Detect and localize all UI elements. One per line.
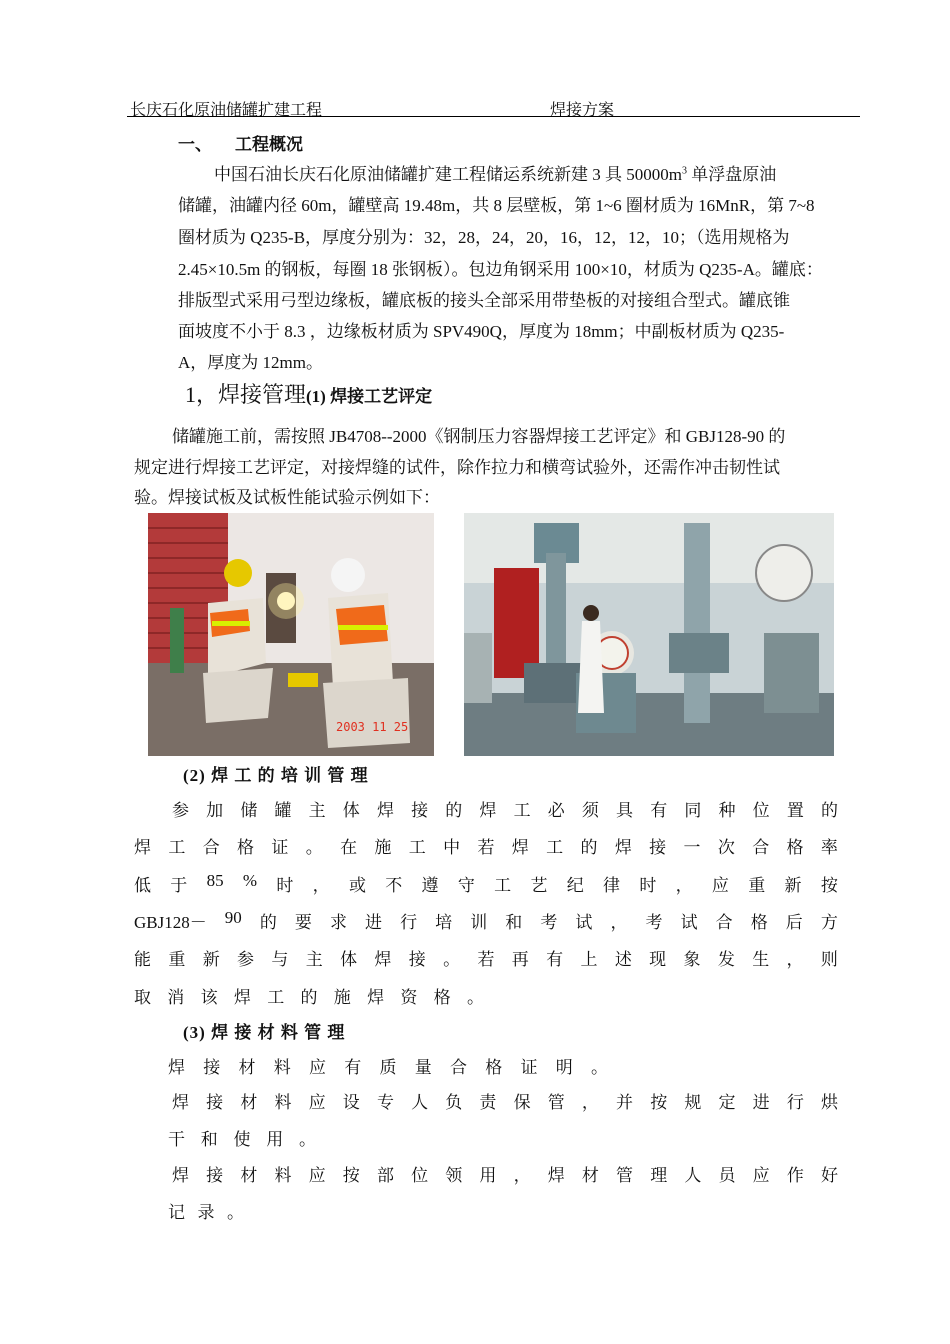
section2-heading-sub: (1) 焊接工艺评定 (306, 387, 433, 406)
text-char: 格 (237, 838, 255, 857)
section4-line (172, 1161, 838, 1186)
text-char: 加 (206, 801, 224, 820)
superscript-3: 3 (681, 165, 687, 177)
text-char: 参 (172, 801, 189, 820)
text-char: 必 (547, 801, 565, 820)
text-char: 训 (470, 913, 488, 932)
section1-paragraph-line: 圈材质为 Q235-B，厚度分别为：32，28，24，20，16，12，12，10；（选用规格为 (178, 228, 790, 247)
text-char: 的 (300, 988, 318, 1007)
text-char: 接 (206, 1166, 224, 1185)
text-char: 守 (457, 876, 475, 895)
text-char: 试 (575, 913, 593, 932)
text-char: 率 (820, 838, 838, 857)
text-char: 重 (168, 950, 186, 969)
text-char: 的 (259, 913, 277, 932)
text-char: 管 (547, 1093, 565, 1112)
text-char: 不 (385, 876, 403, 895)
text-char: 。 (305, 838, 323, 857)
text-char: 录 (197, 1203, 215, 1222)
text-char: 证 (271, 838, 289, 857)
text-char: 施 (333, 988, 351, 1007)
text-char: 储 (240, 801, 258, 820)
text-char: 焊 (172, 1166, 189, 1185)
text-char: 质 (379, 1058, 397, 1077)
text-char: 量 (414, 1058, 432, 1077)
text-char: ， (581, 1093, 599, 1112)
text-char: 并 (616, 1093, 634, 1112)
text-char: 现 (649, 950, 667, 969)
text-char: ， (513, 1166, 531, 1185)
text-char: 合 (715, 913, 733, 932)
text-char: 述 (614, 950, 632, 969)
text-char: 的 (445, 801, 463, 820)
text-char: 该 (200, 988, 218, 1007)
text-char: 的 (820, 801, 838, 820)
section4-line (172, 1088, 838, 1113)
section1-line1-tail: 单浮盘原油 (686, 165, 777, 184)
section1-paragraph-line: 储罐，油罐内径 60m，罐壁高 19.48m，共 8 层壁板，第 1~6 圈材质为 16MnR，第 7~8 (178, 196, 815, 215)
text-char: 工 (408, 838, 426, 857)
text-char: 焊 (168, 1058, 185, 1077)
text-char: 负 (445, 1093, 463, 1112)
text-char: 格 (485, 1058, 503, 1077)
text-char: 考 (645, 913, 663, 932)
text-char: 再 (511, 950, 529, 969)
text-char: 人 (684, 1166, 702, 1185)
text-char: 使 (233, 1130, 251, 1149)
text-char: 接 (408, 950, 426, 969)
text-char: 料 (274, 1166, 292, 1185)
text-char: 于 (170, 876, 188, 895)
text-char: 合 (450, 1058, 467, 1077)
text-char: 。 (466, 988, 484, 1007)
text-char: 焊 (233, 988, 251, 1007)
text-char: 保 (513, 1093, 531, 1112)
section1-paragraph-line: 排版型式采用弓型边缘板，罐底板的接头全部采用带垫板的对接组合型式。罐底锥 (178, 291, 790, 310)
text-char: 工 (546, 838, 564, 857)
section1-line1-text: 中国石油长庆石化原油储罐扩建工程储运系统新建 3 具 50000m (214, 165, 682, 184)
text-char: 。 (227, 1203, 244, 1222)
section3-line (134, 871, 838, 896)
text-char: 律 (603, 876, 621, 895)
text-char: 象 (683, 950, 701, 969)
text-char: 时 (639, 876, 657, 895)
section2-heading-main: 1，焊接管理 (185, 382, 307, 407)
text-char: 种 (718, 801, 736, 820)
text-char: 应 (308, 1093, 326, 1112)
text-char: 中 (443, 838, 461, 857)
text-char: 有 (546, 950, 564, 969)
text-char: 行 (400, 913, 418, 932)
text-char: 能 (134, 950, 151, 969)
text-char: 遵 (421, 876, 439, 895)
header-rule (127, 116, 860, 117)
text-char: 施 (374, 838, 392, 857)
section1-paragraph-line: A，厚度为 12mm。 (178, 353, 323, 372)
text-char: 材 (240, 1166, 258, 1185)
text-char: 记 (168, 1203, 185, 1222)
text-char: 接 (203, 1058, 221, 1077)
text-char: 消 (167, 988, 185, 1007)
text-char: 具 (616, 801, 634, 820)
text-char: 料 (274, 1093, 292, 1112)
section3-line (134, 945, 838, 970)
text-char: ， (312, 876, 330, 895)
text-char: 理 (650, 1166, 668, 1185)
text-char: 试 (680, 913, 698, 932)
text-char: ， (675, 876, 693, 895)
text-char: % (242, 871, 258, 890)
text-char: 低 (134, 876, 151, 895)
section1-number: 一、 (178, 135, 212, 154)
section2-paragraph-line: 验。焊接试板及试板性能试验示例如下： (134, 488, 440, 507)
text-char: 参 (237, 950, 255, 969)
text-char: 人 (411, 1093, 429, 1112)
text-char: 新 (784, 876, 802, 895)
text-char: 证 (520, 1058, 538, 1077)
section2-paragraph-line: 储罐施工前，需按照 JB4708--2000《钢制压力容器焊接工艺评定》和 GBJ128-90 的 (172, 427, 786, 446)
text-char: ， (786, 950, 804, 969)
text-char: 和 (200, 1130, 218, 1149)
text-char: 按 (342, 1166, 360, 1185)
text-char: 焊 (376, 801, 394, 820)
text-char: 或 (348, 876, 366, 895)
text-char: 按 (650, 1093, 668, 1112)
section4-heading: (3) 焊 接 材 料 管 理 (183, 1023, 346, 1042)
text-char: 专 (376, 1093, 394, 1112)
section2-paragraph-line: 规定进行焊接工艺评定，对接焊缝的试件，除作拉力和横弯试验外，还需作冲击韧性试 (134, 458, 780, 477)
text-char: 焊 (511, 838, 529, 857)
header-doc-title: 焊接方案 (550, 102, 615, 119)
text-char: 格 (433, 988, 451, 1007)
text-char: 后 (785, 913, 803, 932)
text-char: 上 (580, 950, 598, 969)
text-char: 部 (376, 1166, 394, 1185)
text-char: 应 (752, 1166, 770, 1185)
header-project-title: 长庆石化原油储罐扩建工程 (130, 102, 323, 119)
text-char: 主 (305, 950, 323, 969)
text-char: 料 (273, 1058, 291, 1077)
text-char: 焊 (367, 988, 385, 1007)
text-char: 要 (294, 913, 312, 932)
text-char: 工 (168, 838, 186, 857)
text-char: 置 (786, 801, 804, 820)
section1-paragraph-line: 面坡度不小于 8.3 ，边缘板材质为 SPV490Q，厚度为 18mm；中副板材质为 Q235- (178, 322, 785, 341)
text-char: 。 (591, 1058, 608, 1077)
text-char: 培 (435, 913, 453, 932)
text-char: 用 (266, 1130, 284, 1149)
text-char: 材 (240, 1093, 258, 1112)
text-char: 体 (342, 801, 360, 820)
text-char: 方 (820, 913, 838, 932)
text-char: 材 (581, 1166, 599, 1185)
section4-line (168, 1198, 244, 1223)
testing-lab-photo (464, 513, 834, 756)
text-char: 焊 (134, 838, 151, 857)
text-char: 罐 (274, 801, 292, 820)
section1-paragraph-line-1 (214, 160, 776, 185)
text-char: 纪 (566, 876, 584, 895)
text-char: 接 (649, 838, 667, 857)
text-char: 接 (411, 801, 429, 820)
text-char: 管 (616, 1166, 634, 1185)
text-char: 次 (717, 838, 735, 857)
text-char: 时 (276, 876, 294, 895)
text-char: 责 (479, 1093, 497, 1112)
text-char: 取 (134, 988, 151, 1007)
text-char: 考 (540, 913, 558, 932)
text-char: 的 (580, 838, 598, 857)
text-char: 设 (342, 1093, 360, 1112)
section3-heading: (2) 焊 工 的 培 训 管 理 (183, 766, 369, 785)
text-char: 焊 (374, 950, 392, 969)
text-char: 在 (340, 838, 358, 857)
text-char: 进 (365, 913, 383, 932)
text-char: 合 (752, 838, 770, 857)
welding-test-photo (148, 513, 434, 756)
section1-paragraph-line: 2.45×10.5m 的钢板，每圈 18 张钢板）。包边角钢采用 100×10，材质为 Q235-A。罐底： (178, 260, 823, 279)
text-char: 发 (717, 950, 735, 969)
text-char: 有 (650, 801, 668, 820)
text-char: 85 (206, 871, 224, 890)
text-char: 新 (202, 950, 220, 969)
text-char: 若 (477, 950, 495, 969)
text-char: 定 (718, 1093, 736, 1112)
text-char: 好 (820, 1166, 838, 1185)
text-char: 工 (494, 876, 512, 895)
text-char: GBJ128－ (134, 913, 207, 932)
text-char: 进 (752, 1093, 770, 1112)
text-char: 明 (555, 1058, 573, 1077)
section3-line (134, 908, 838, 933)
text-char: 和 (505, 913, 523, 932)
section3-line (134, 833, 838, 858)
text-char: 有 (344, 1058, 362, 1077)
text-char: 用 (479, 1166, 497, 1185)
text-char: 位 (752, 801, 770, 820)
section3-line (172, 796, 838, 821)
text-char: 焊 (547, 1166, 565, 1185)
section2-heading (185, 378, 432, 409)
text-char: 生 (752, 950, 770, 969)
text-char: ， (610, 913, 628, 932)
text-char: 主 (308, 801, 326, 820)
text-char: 员 (718, 1166, 736, 1185)
text-char: 领 (445, 1166, 463, 1185)
text-char: 位 (411, 1166, 429, 1185)
text-char: 格 (786, 838, 804, 857)
text-char: 应 (711, 876, 729, 895)
section4-line (168, 1053, 608, 1078)
text-char: 接 (206, 1093, 224, 1112)
section4-line (168, 1125, 316, 1150)
text-char: 则 (820, 950, 838, 969)
text-char: 合 (202, 838, 220, 857)
text-char: 求 (329, 913, 347, 932)
text-char: 体 (340, 950, 358, 969)
text-char: 若 (477, 838, 495, 857)
text-char: 行 (786, 1093, 804, 1112)
text-char: 焊 (172, 1093, 189, 1112)
text-char: 。 (443, 950, 461, 969)
text-char: 工 (513, 801, 531, 820)
text-char: 焊 (479, 801, 497, 820)
text-char: 作 (786, 1166, 804, 1185)
text-char: 同 (684, 801, 702, 820)
text-char: 应 (309, 1058, 326, 1077)
text-char: 格 (750, 913, 768, 932)
text-char: 重 (748, 876, 766, 895)
text-char: 资 (400, 988, 418, 1007)
section3-line (134, 983, 484, 1008)
text-char: 焊 (614, 838, 632, 857)
text-char: 艺 (530, 876, 548, 895)
text-char: 90 (224, 908, 242, 927)
photo-date-stamp: 2003 11 25 (336, 720, 409, 734)
text-char: 规 (684, 1093, 702, 1112)
text-char: 与 (271, 950, 289, 969)
text-char: 干 (168, 1130, 185, 1149)
text-char: 按 (820, 876, 838, 895)
text-char: 一 (683, 838, 701, 857)
text-char: 须 (581, 801, 599, 820)
text-char: 工 (267, 988, 285, 1007)
text-char: 。 (299, 1130, 316, 1149)
section1-title: 工程概况 (235, 135, 303, 154)
text-char: 应 (308, 1166, 326, 1185)
text-char: 烘 (820, 1093, 838, 1112)
text-char: 材 (238, 1058, 256, 1077)
